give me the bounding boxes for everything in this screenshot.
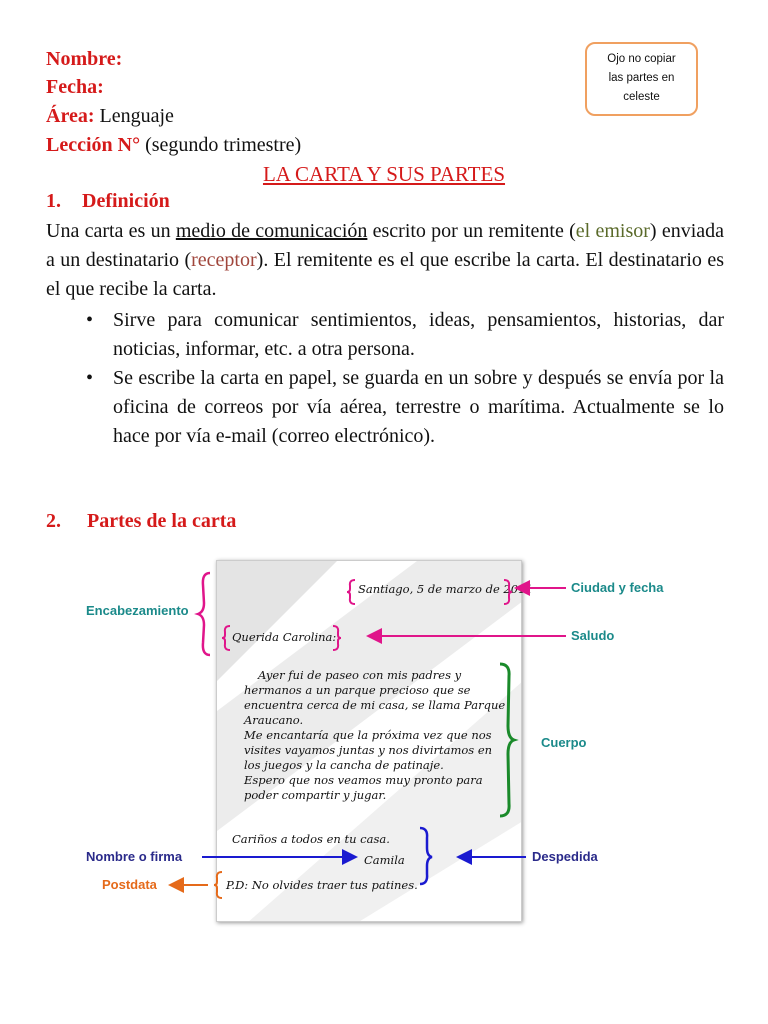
section-1-number: 1. [46, 190, 61, 212]
label-encabezamiento: Encabezamiento [86, 603, 189, 618]
section-1-title: Definición [82, 190, 170, 212]
letter-body-line: visites vayamos juntas y nos divirtamos en [244, 743, 493, 757]
postdata-brace [214, 872, 222, 898]
para-text-2: escrito por un remitente ( [367, 220, 576, 242]
fecha-label: Fecha: [46, 76, 104, 98]
letter-body-line: hermanos a un parque precioso que se [244, 683, 471, 697]
letter-postscript: P.D: No olvides traer tus patines. [226, 878, 418, 892]
letter-date: Santiago, 5 de marzo de 2011 [358, 582, 533, 596]
letter-greeting: Querida Carolina: [232, 630, 337, 644]
receptor-term: receptor [191, 249, 257, 271]
letter-body-line: encuentra cerca de mi casa, se llama Parque [244, 698, 506, 712]
leccion-value: (segundo trimestre) [145, 134, 302, 156]
label-nombre-firma: Nombre o firma [86, 849, 183, 864]
medio-comunicacion-link: medio de comunicación [175, 220, 368, 242]
para-text-1: Una carta es un [46, 220, 176, 242]
date-left-brace [347, 580, 355, 604]
letter-body-line: Me encantaría que la próxima vez que nos [244, 728, 492, 742]
label-despedida: Despedida [532, 849, 598, 864]
para-text-4: ). El remitente es el que escribe la carta. El destinatario es el que recibe la carta. [46, 249, 724, 300]
letter-body-line: Ayer fui de paseo con mis padres y [258, 668, 462, 682]
leccion-label: Lección N° [46, 134, 141, 156]
page-title: LA CARTA Y SUS PARTES [262, 162, 506, 186]
bullet-text: Sirve para comunicar sentimientos, ideas, pensamientos, historias, dar noticias, informar, etc. a otra persona. [113, 309, 724, 360]
cuerpo-bracket [500, 664, 514, 816]
label-postdata: Postdata [102, 877, 157, 892]
label-ciudad-fecha: Ciudad y fecha [571, 580, 664, 595]
note-line-2: las partes en [608, 72, 675, 84]
nombre-label: Nombre: [46, 48, 123, 70]
label-cuerpo: Cuerpo [541, 735, 587, 750]
letter-signature: Camila [364, 853, 405, 867]
bullet-icon: • [86, 309, 94, 331]
date-right-brace [504, 580, 512, 604]
letter-closing: Cariños a todos en tu casa. [232, 832, 390, 846]
letter-body-line: poder compartir y jugar. [244, 788, 387, 802]
greeting-left-brace [222, 626, 230, 650]
label-saludo: Saludo [571, 628, 615, 643]
note-line-3: celeste [623, 91, 660, 103]
section-2-title: Partes de la carta [87, 510, 237, 532]
despedida-brace [420, 828, 432, 884]
greeting-right-brace [333, 626, 341, 650]
area-label: Área: [46, 105, 95, 127]
area-value: Lenguaje [99, 105, 174, 127]
section-2-number: 2. [46, 510, 61, 532]
encabezamiento-bracket [198, 573, 210, 655]
bullet-icon: • [86, 367, 94, 389]
emisor-term: el emisor [575, 220, 650, 242]
note-line-1: Ojo no copiar [607, 53, 676, 65]
letter-body-line: Araucano. [244, 713, 304, 727]
letter-body-line: Espero que nos veamos muy pronto para [244, 773, 483, 787]
letter-body-line: los juegos y la cancha de patinaje. [244, 758, 444, 772]
para-text-3: ) enviada a un destinatario ( [46, 220, 725, 271]
bullet-text: Se escribe la carta en papel, se guarda en un sobre y después se envía por la oficina de correos por vía aérea, terrestre o marítima. Actualmente se lo hace por vía e-mail (correo electrónico). [113, 367, 724, 447]
